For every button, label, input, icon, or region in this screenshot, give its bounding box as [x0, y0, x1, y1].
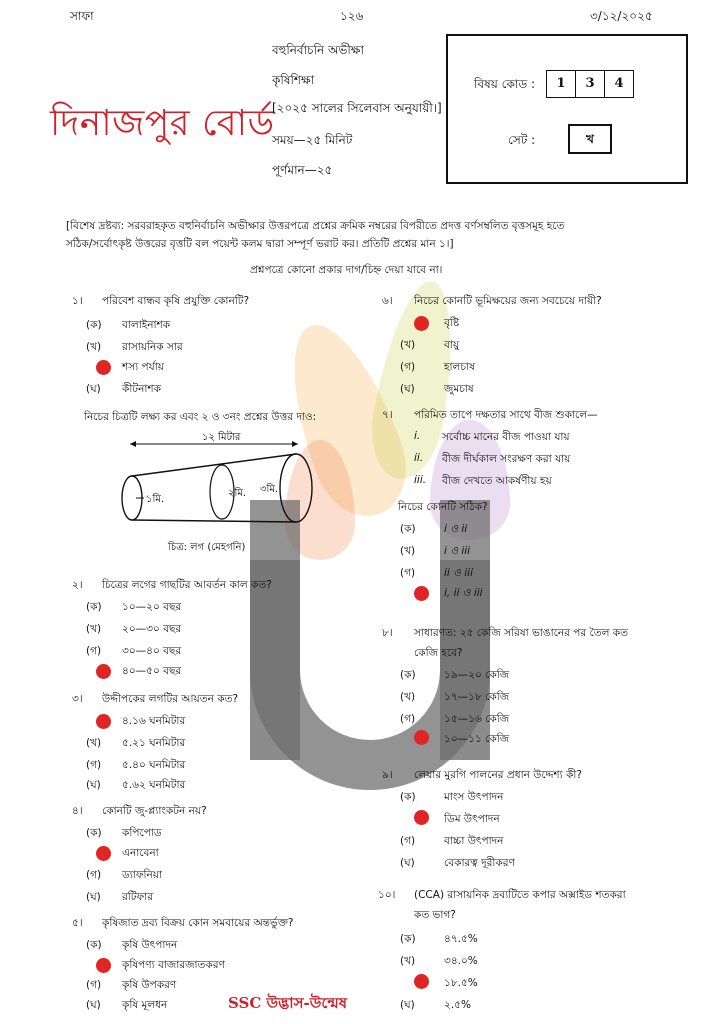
option-label: (গ)	[86, 645, 102, 657]
option-text: এনাবেনা	[122, 847, 159, 859]
question-text: নিচের কোনটি ভূমিক্ষয়ের জন্য সবচেয়ে দায়ী?	[414, 295, 602, 307]
option-text: শস্য পর্যায়	[122, 361, 164, 373]
option-text: কীটনাশক	[122, 383, 161, 395]
option-text: হালচাষ	[444, 361, 475, 373]
exam-type: বহুনির্বাচনি অভীক্ষা	[272, 43, 364, 57]
option-text: মাংস উৎপাদন	[444, 791, 504, 803]
option-text: ১০—২০ বছর	[122, 601, 182, 613]
arrow-head-right	[292, 441, 298, 447]
option-text: ২.৫%	[444, 999, 471, 1011]
question-text-cont: কত ভাগ?	[414, 909, 456, 921]
instruction-line-1: [বিশেষ দ্রষ্টব্য: সরবরাহকৃত বহুনির্বাচনি অভীক্ষার উত্তরপত্রে প্রশ্নের ক্রমিক নম্বরের বিপরীতে প্রদত্ত বর্ণসম্বলিত বৃত্তসমূহ হতে	[66, 220, 565, 232]
option-label: (ক)	[86, 319, 102, 331]
filled-answer-bubble	[96, 664, 111, 679]
option-label: (ঘ)	[400, 999, 415, 1011]
question-num: ১০।	[378, 889, 396, 901]
option-text: ১৯—২০ কেজি	[444, 669, 510, 681]
statement-label: ii.	[414, 452, 424, 464]
full-marks: পূর্ণমান—২৫	[272, 163, 333, 177]
option-text: ৪.১৬ ঘনমিটার	[122, 715, 186, 727]
code-digit: 3	[575, 70, 605, 98]
option-label: (ঘ)	[86, 383, 101, 395]
option-text: কৃষিপণ্য বাজারজাতকরণ	[122, 959, 225, 971]
option-text: ৫.৪০ ঘনমিটার	[122, 759, 186, 771]
filled-answer-bubble	[96, 958, 111, 973]
option-text: কৃষি মূলধন	[122, 999, 168, 1011]
syllabus-note: [২০২৫ সালের সিলেবাস অনুযায়ী।]	[272, 101, 442, 115]
option-text: ৪৭.৫%	[444, 933, 478, 945]
option-text: রটিফার	[122, 891, 153, 903]
option-text: i, ii ও iii	[444, 587, 483, 599]
option-text: ১৮.৫%	[444, 977, 478, 989]
option-label: (গ)	[400, 713, 416, 725]
filled-answer-bubble	[414, 316, 429, 331]
date: ৩/১২/২০২৫	[590, 9, 653, 23]
option-text: বায়ু	[444, 339, 460, 351]
question-num: ৭।	[382, 409, 393, 421]
option-label: (খ)	[86, 341, 102, 353]
d2-label: ২মি.	[228, 488, 247, 499]
filled-answer-bubble	[414, 974, 429, 989]
option-text: ৩৪.০%	[444, 955, 478, 967]
option-label: (খ)	[400, 691, 416, 703]
option-label: (ক)	[86, 827, 102, 839]
option-label: (ক)	[400, 669, 416, 681]
option-label: (গ)	[400, 835, 416, 847]
option-text: ৪০—৫০ বছর	[122, 665, 182, 677]
filled-answer-bubble	[96, 846, 111, 861]
subject-code-label: বিষয় কোড :	[474, 77, 536, 91]
question-num: ৩।	[72, 693, 83, 705]
figure-caption: চিত্র: লগ (মেহগনি)	[168, 542, 246, 553]
option-label: (ক)	[400, 523, 416, 535]
option-text: কৃষি উৎপাদন	[122, 939, 178, 951]
option-text: রাসায়নিক সার	[122, 341, 183, 353]
option-label: (গ)	[86, 979, 102, 991]
question-text: কোনটি জু-প্ল্যাংকটন নয়?	[102, 805, 207, 817]
statement-text: সর্বোচ্চ মানের বীজ পাওয়া যায়	[442, 431, 570, 443]
option-text: বৃষ্টি	[444, 317, 460, 329]
option-text: ১৫—১৬ কেজি	[444, 713, 510, 725]
option-text: ii ও iii	[444, 567, 473, 579]
statement-label: iii.	[414, 474, 427, 486]
option-text: জুমচাষ	[444, 383, 474, 395]
option-text: ১০—১১ কেজি	[444, 733, 510, 745]
option-label: (খ)	[400, 545, 416, 557]
question-text: পরিমিত তাপে দক্ষতার সাথে বীজ শুকালে—	[414, 409, 598, 421]
option-text: ড্যাফনিয়া	[122, 869, 162, 881]
option-label: (ক)	[86, 601, 102, 613]
set-value: খ	[568, 124, 612, 154]
option-text: কৃষি উপকরণ	[122, 979, 177, 991]
instruction-warning: প্রশ্নপত্রে কোনো প্রকার দাগ/চিহ্ন দেয়া যাবে না।	[250, 264, 443, 276]
option-text: বেকারত্ব দূরীকরণ	[444, 857, 515, 869]
option-label: (ঘ)	[400, 857, 415, 869]
d1-label: ১মি.	[146, 494, 165, 505]
set-label: সেট :	[508, 133, 536, 147]
option-text: কপিপোড	[122, 827, 162, 839]
option-label: (ঘ)	[86, 779, 101, 791]
question-num: ৪।	[72, 805, 83, 817]
option-text: ডিম উৎপাদন	[444, 813, 500, 825]
subject-name: কৃষিশিক্ষা	[272, 73, 315, 87]
question-num: ৫।	[72, 917, 83, 929]
filled-answer-bubble	[414, 730, 429, 745]
option-text: ৫.২১ ঘনমিটার	[122, 737, 186, 749]
question-num: ৬।	[382, 295, 393, 307]
option-text: ৫.৬২ ঘনমিটার	[122, 779, 186, 791]
option-text: ১৭—১৮ কেজি	[444, 691, 510, 703]
option-text: i ও iii	[444, 545, 471, 557]
footer-brand: SSC উদ্ভাস-উন্মেষ	[228, 994, 348, 1012]
question-num: ২।	[72, 579, 83, 591]
option-label: (ঘ)	[400, 383, 415, 395]
option-label: (ঘ)	[86, 891, 101, 903]
filled-answer-bubble	[414, 586, 429, 601]
question-num: ৮।	[382, 627, 393, 639]
option-label: (খ)	[400, 339, 416, 351]
option-text: বাচ্চা উৎপাদন	[444, 835, 504, 847]
option-label: (ক)	[86, 939, 102, 951]
code-digit: 1	[546, 70, 576, 98]
option-label: (গ)	[400, 361, 416, 373]
option-label: (খ)	[86, 737, 102, 749]
filled-answer-bubble	[96, 360, 111, 375]
page-number: ১২৬	[340, 9, 364, 23]
question-text: (CCA) রাসায়নিক দ্রব্যটিতে কপার অক্সাইড শতকরা	[414, 889, 626, 901]
filled-answer-bubble	[96, 714, 111, 729]
subject-code-box	[446, 34, 688, 184]
option-text: ৩০—৪০ বছর	[122, 645, 182, 657]
length-label: ১২ মিটার	[202, 432, 241, 443]
option-label: (গ)	[86, 759, 102, 771]
option-label: (ক)	[400, 933, 416, 945]
instruction-line-2: সঠিক/সর্বোৎকৃষ্ট উত্তরের বৃত্তটি বল পয়েন্ট কলম দ্বারা সম্পূর্ণ ভরাট কর। প্রতিটি প্রশ্নের মান ১।]	[66, 238, 454, 250]
arrow-head-left	[130, 441, 136, 447]
filled-answer-bubble	[414, 810, 429, 825]
option-text: ২০—৩০ বছর	[122, 623, 182, 635]
question-text: পরিবেশ বান্ধব কৃষি প্রযুক্তি কোনটি?	[102, 295, 250, 307]
option-label: (খ)	[400, 955, 416, 967]
d3-label: ৩মি.	[260, 484, 279, 495]
question-text: লেয়ার মুরগি পালনের প্রধান উদ্দেশ্য কী?	[414, 769, 582, 781]
question-subprompt: নিচের কোনটি সঠিক?	[398, 501, 488, 513]
question-num: ৯।	[382, 769, 393, 781]
question-text: চিত্রের লগের গাছটির আবর্তন কাল কত?	[102, 579, 272, 591]
exam-time: সময়—২৫ মিনিট	[272, 133, 353, 147]
figure-intro: নিচের চিত্রটি লক্ষ্য কর এবং ২ ও ৩নং প্রশ্নের উত্তর দাও:	[84, 411, 317, 423]
statement-label: i.	[414, 430, 421, 442]
option-label: (ঘ)	[86, 999, 101, 1011]
question-text: সাধারণত: ২৫ কেজি সরিষা ভাঙানের পর তৈল কত	[414, 627, 628, 639]
option-text: বালাইনাশক	[122, 319, 171, 331]
log-end-large	[280, 454, 312, 522]
code-digit: 4	[604, 70, 634, 98]
board-title: দিনাজপুর বোর্ড	[50, 103, 275, 144]
option-label: (ক)	[400, 791, 416, 803]
statement-text: বীজ দীর্ঘকাল সংরক্ষণ করা যায়	[442, 453, 571, 465]
question-text: উদ্দীপকের লগটির আয়তন কত?	[102, 693, 239, 705]
instructions	[66, 218, 676, 252]
header-left: সাফা	[70, 9, 94, 23]
question-text-cont: কেজি হবে?	[414, 647, 463, 659]
statement-text: বীজ দেখতে আকর্ষণীয় হয়	[442, 475, 552, 487]
log-bottom-edge	[132, 520, 296, 522]
question-num: ১।	[72, 295, 83, 307]
option-label: (গ)	[400, 567, 416, 579]
option-label: (খ)	[86, 623, 102, 635]
subject-code-cells	[546, 70, 636, 96]
log-diagram	[110, 430, 320, 540]
option-text: i ও ii	[444, 523, 468, 535]
question-text: কৃষিজাত দ্রব্য বিক্রয় কোন সমবায়ের অন্তর্ভুক্ত?	[102, 917, 294, 929]
option-label: (গ)	[86, 869, 102, 881]
